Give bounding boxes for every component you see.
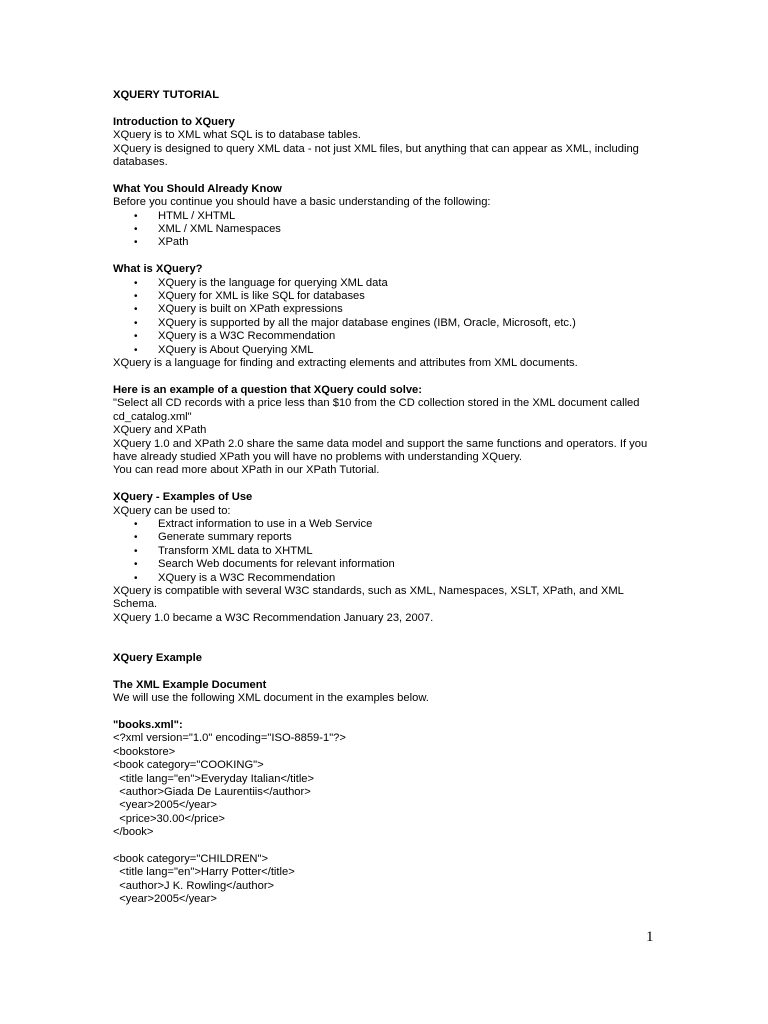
list-item: • Extract information to use in a Web Service [134, 517, 373, 530]
code-line: <bookstore> [113, 745, 176, 758]
code-line: <year>2005</year> [113, 893, 217, 906]
code-line: <year>2005</year> [113, 799, 217, 812]
document-title: XQUERY TUTORIAL [113, 89, 220, 101]
bullet-icon: • [134, 331, 138, 343]
paragraph: XQuery 1.0 became a W3C Recommendation January 23, 2007. [113, 611, 434, 624]
page-content [113, 89, 653, 907]
bullet-icon: • [134, 210, 138, 222]
bullet-icon: • [134, 344, 138, 356]
list-item: • Transform XML data to XHTML [134, 544, 313, 557]
list-item: • XML / XML Namespaces [134, 223, 281, 236]
code-line: <price>30.00</price> [113, 812, 225, 825]
what-heading: What is XQuery? [113, 263, 203, 276]
filename-label: "books.xml": [113, 718, 183, 731]
list-item: • XQuery for XML is like SQL for databases [134, 290, 365, 303]
paragraph: You can read more about XPath in our XPath Tutorial. [113, 464, 380, 477]
code-line: </book> [113, 826, 154, 839]
paragraph: We will use the following XML document in the examples below. [113, 692, 429, 705]
bullet-icon: • [134, 559, 138, 571]
paragraph: XQuery is a language for finding and extracting elements and attributes from XML documents. [113, 357, 578, 370]
list-item: • XQuery is a W3C Recommendation [134, 330, 336, 343]
list-item: • XQuery is built on XPath expressions [134, 303, 343, 316]
code-line: <?xml version="1.0" encoding="ISO-8859-1"?> [113, 732, 346, 745]
list-item: • XQuery is the language for querying XML data [134, 276, 388, 289]
bullet-icon: • [134, 304, 138, 316]
code-line: <book category="CHILDREN"> [113, 853, 269, 866]
paragraph: XQuery is designed to query XML data - not just XML files, but anything that can appear as XML, including databases. [113, 142, 643, 169]
list-item: • Search Web documents for relevant information [134, 558, 395, 571]
bullet-icon: • [134, 518, 138, 530]
uses-list [113, 518, 653, 585]
paragraph: XQuery can be used to: [113, 504, 231, 517]
bullet-icon: • [134, 224, 138, 236]
bullet-icon: • [134, 277, 138, 289]
bullet-icon: • [134, 545, 138, 557]
code-line: <author>J K. Rowling</author> [113, 879, 275, 892]
code-line: <title lang="en">Everyday Italian</title> [113, 772, 315, 785]
xquery-example-heading: XQuery Example [113, 651, 202, 664]
paragraph: "Select all CD records with a price less than $10 from the CD collection stored in the XML document called cd_catalog.xml" [113, 397, 643, 423]
bullet-icon: • [134, 237, 138, 249]
know-list [113, 210, 653, 250]
paragraph: XQuery is compatible with several W3C standards, such as XML, Namespaces, XSLT, XPath, and XML Schema. [113, 584, 627, 611]
paragraph: Before you continue you should have a basic understanding of the following: [113, 196, 491, 209]
what-list [113, 277, 653, 357]
example-question-heading: Here is an example of a question that XQuery could solve: [113, 383, 422, 396]
paragraph: XQuery and XPath [113, 424, 207, 437]
intro-heading: Introduction to XQuery [113, 115, 235, 128]
code-line: <title lang="en">Harry Potter</title> [113, 866, 295, 879]
list-item: • XQuery is supported by all the major database engines (IBM, Oracle, Microsoft, etc.) [134, 316, 576, 329]
know-heading: What You Should Already Know [113, 182, 282, 195]
list-item: • XPath [134, 236, 189, 249]
list-item: • Generate summary reports [134, 531, 292, 544]
xml-document-heading: The XML Example Document [113, 678, 267, 691]
uses-heading: XQuery - Examples of Use [113, 491, 253, 504]
code-line: <book category="COOKING"> [113, 759, 264, 772]
paragraph: XQuery 1.0 and XPath 2.0 share the same data model and support the same functions and operators. If you have already studied XPath you will have no problems with understanding XQuery. [113, 437, 651, 463]
list-item: • XQuery is About Querying XML [134, 343, 314, 356]
bullet-icon: • [134, 291, 138, 303]
list-item: • HTML / XHTML [134, 209, 236, 222]
paragraph: XQuery is to XML what SQL is to database tables. [113, 129, 361, 142]
code-line: <author>Giada De Laurentiis</author> [113, 786, 311, 798]
bullet-icon: • [134, 532, 138, 544]
page-number: 1 [646, 929, 654, 945]
list-item: • XQuery is a W3C Recommendation [134, 571, 336, 584]
bullet-icon: • [134, 572, 138, 584]
bullet-icon: • [134, 317, 138, 329]
